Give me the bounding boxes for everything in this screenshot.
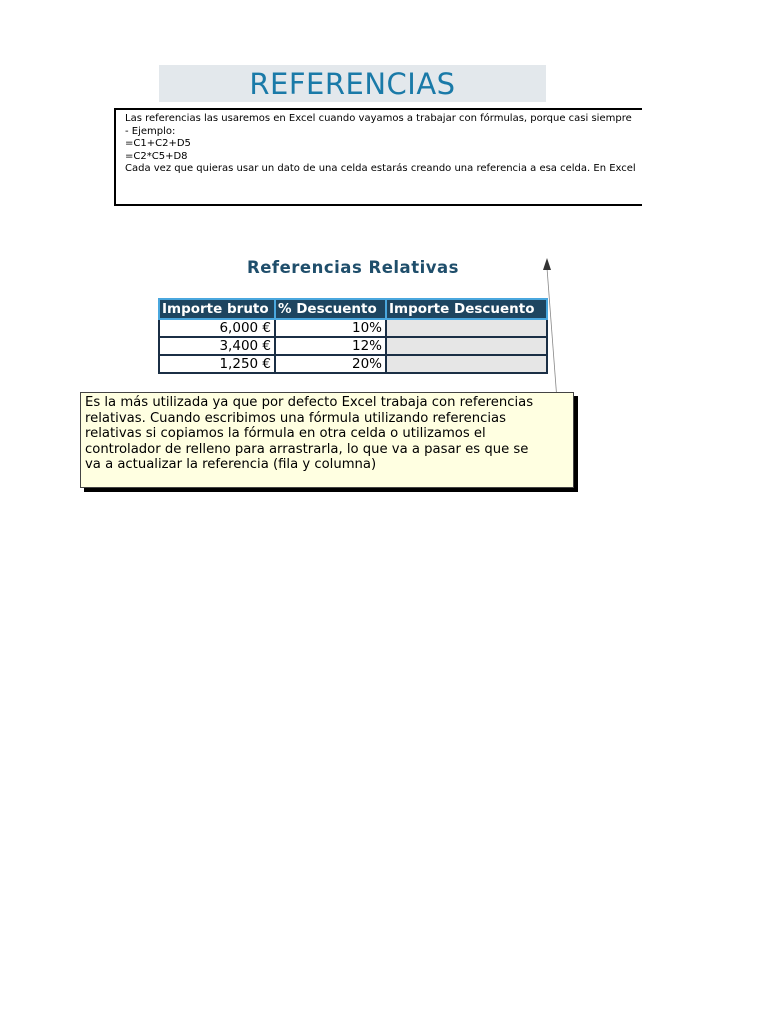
intro-line: Cada vez que quieras usar un dato de una celda estarás creando una referencia a esa celda. En Excel	[125, 163, 636, 174]
note-line: relativas si copiamos la fórmula en otra celda o utilizamos el	[85, 426, 486, 442]
cell-importe-descuento[interactable]	[386, 355, 547, 373]
table-row	[159, 337, 547, 355]
table-header-row	[159, 299, 547, 319]
cell-importe-descuento[interactable]	[386, 319, 547, 337]
note-line: Es la más utilizada ya que por defecto Excel trabaja con referencias	[85, 395, 534, 410]
table-row	[159, 355, 547, 373]
header-importe-bruto[interactable]: Importe bruto	[159, 299, 275, 319]
note-line: relativas. Cuando escribimos una fórmula utilizando referencias	[85, 410, 506, 426]
cell-descuento[interactable]: 20%	[275, 355, 386, 373]
intro-line: =C2*C5+D8	[125, 150, 188, 162]
cell-importe-bruto[interactable]: 3,400 €	[159, 337, 275, 355]
intro-textbox	[114, 108, 642, 206]
intro-line: Las referencias las usaremos en Excel cuando vayamos a trabajar con fórmulas, porque casi siempre	[125, 113, 632, 124]
header-importe-descuento[interactable]: Importe Descuento	[386, 299, 547, 319]
note-line: controlador de relleno para arrastrarla, lo que va a pasar es que se	[85, 441, 529, 457]
header-descuento[interactable]: % Descuento	[275, 299, 386, 319]
section-title: Referencias Relativas	[247, 258, 459, 277]
note-line: va a actualizar la referencia (fila y columna)	[85, 457, 377, 473]
comment-note[interactable]	[80, 392, 574, 488]
cell-importe-bruto[interactable]: 1,250 €	[159, 355, 275, 373]
cell-importe-bruto[interactable]: 6,000 €	[159, 319, 275, 337]
cell-descuento[interactable]: 10%	[275, 319, 386, 337]
cell-importe-descuento[interactable]	[386, 337, 547, 355]
intro-line: =C1+C2+D5	[125, 138, 191, 149]
reference-table	[158, 298, 548, 374]
arrowhead-icon	[543, 258, 551, 270]
page-title: REFERENCIAS	[249, 66, 456, 101]
title-banner	[159, 65, 546, 102]
intro-line: - Ejemplo:	[125, 125, 176, 137]
cell-descuento[interactable]: 12%	[275, 337, 386, 355]
table-row	[159, 319, 547, 337]
